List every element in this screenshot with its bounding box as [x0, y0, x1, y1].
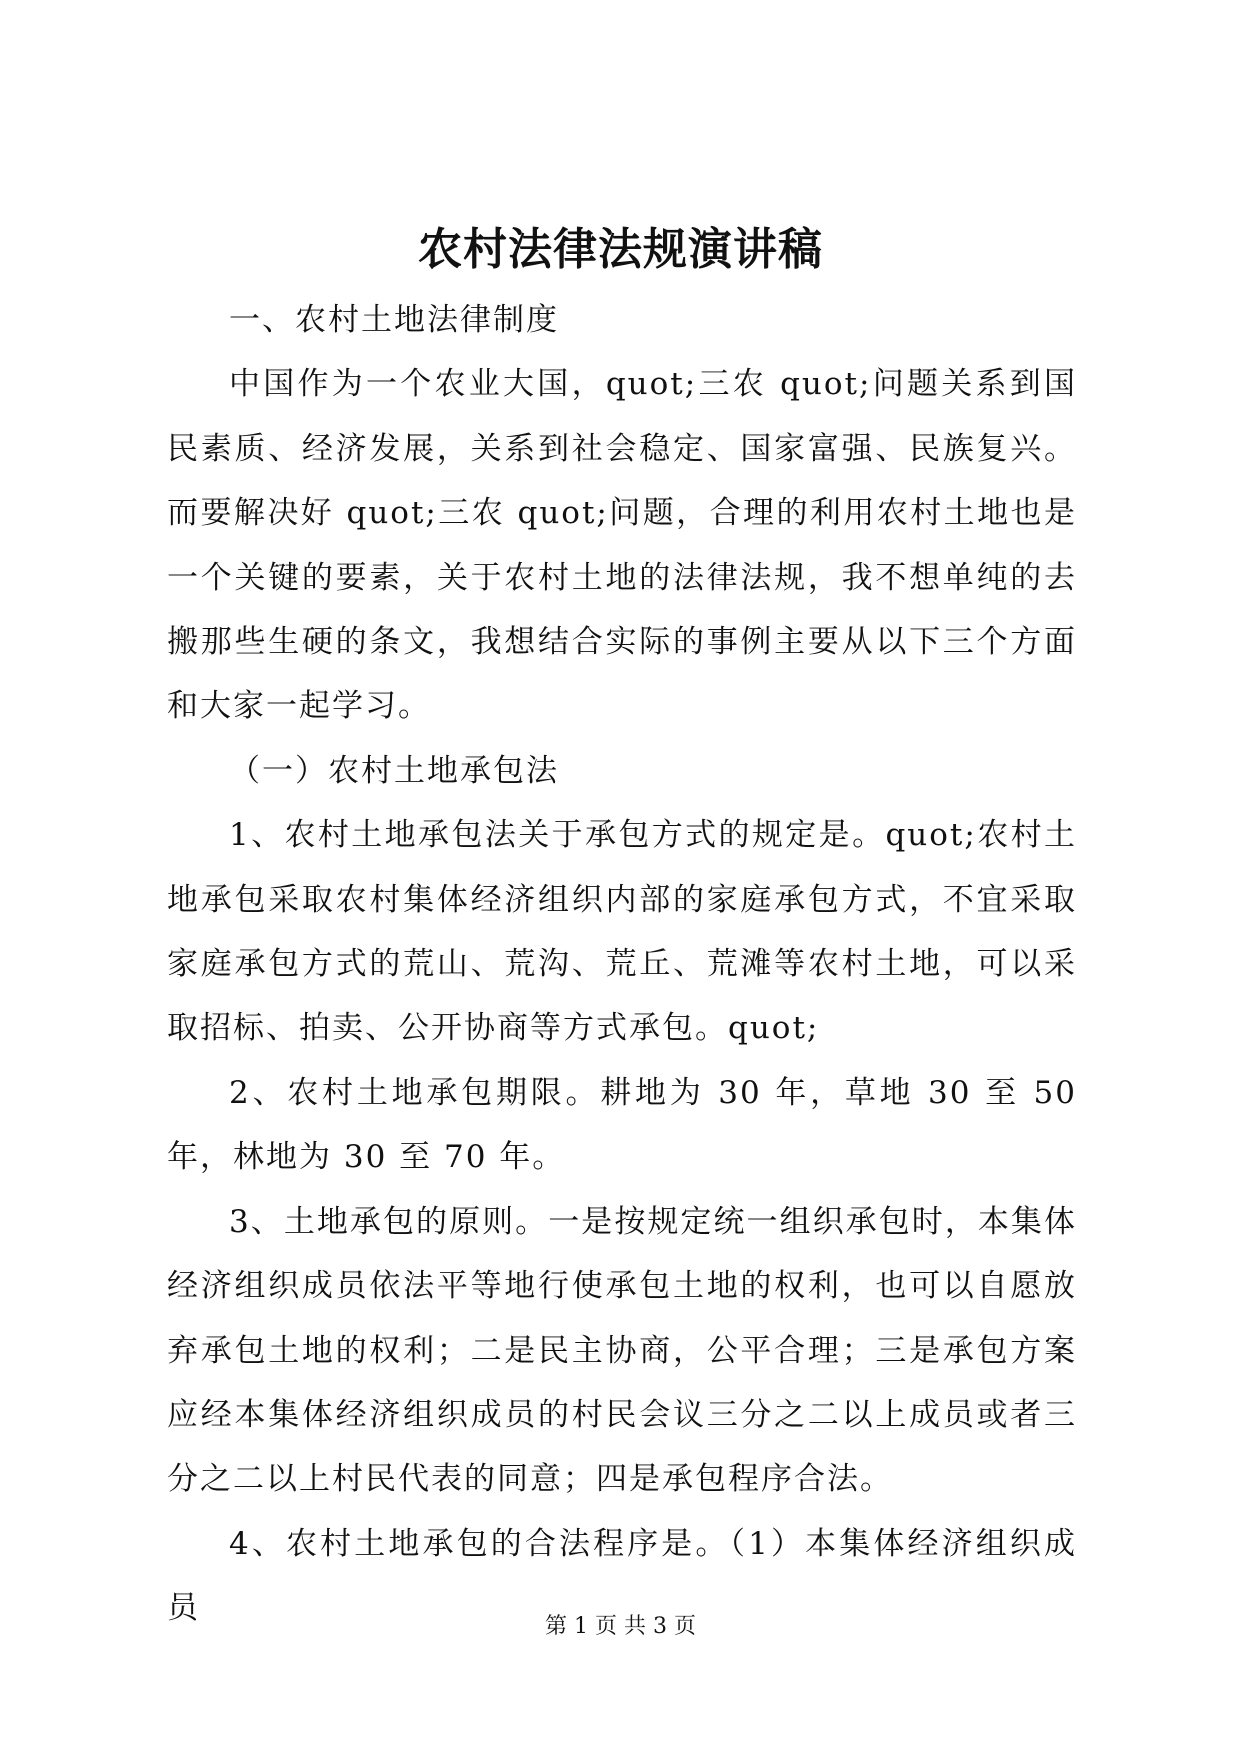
- document-title: 农村法律法规演讲稿: [418, 224, 823, 275]
- body-paragraph: 1、农村土地承包法关于承包方式的规定是。quot;农村土地承包采取农村集体经济组织内部的家庭承包方式，不宜采取家庭承包方式的荒山、荒沟、荒丘、荒滩等农村土地，可以采取招标、拍卖、公开协商等方式承包。quot;: [167, 817, 1077, 1047]
- body-paragraph: 4、农村土地承包的合法程序是。（1）本集体经济组织成员: [167, 1525, 1077, 1627]
- section-heading: 一、农村土地法律制度: [229, 302, 559, 338]
- body-paragraph: 3、土地承包的原则。一是按规定统一组织承包时，本集体经济组织成员依法平等地行使承包土地的权利，也可以自愿放弃承包土地的权利；二是民主协商，公平合理；三是承包方案应经本集体经济组织成员的村民会议三分之二以上成员或者三分之二以上村民代表的同意；四是承包程序合法。: [167, 1203, 1077, 1498]
- page-footer: 第 1 页 共 3 页: [545, 1614, 696, 1639]
- subsection-heading: （一）农村土地承包法: [229, 752, 559, 789]
- body-paragraph: 中国作为一个农业大国，quot;三农 quot;问题关系到国民素质、经济发展，关系到社会稳定、国家富强、民族复兴。而要解决好 quot;三农 quot;问题，合理的利用农村土地也是一个关键的要素，关于农村土地的法律法规，我不想单纯的去搬那些生硬的条文，我想结合实际的事例主要从以下三个方面和大家一起学习。: [167, 366, 1077, 725]
- body-paragraph: 2、农村土地承包期限。耕地为 30 年，草地 30 至 50 年，林地为 30 至 70 年。: [167, 1074, 1077, 1176]
- document-body: [167, 288, 1077, 1641]
